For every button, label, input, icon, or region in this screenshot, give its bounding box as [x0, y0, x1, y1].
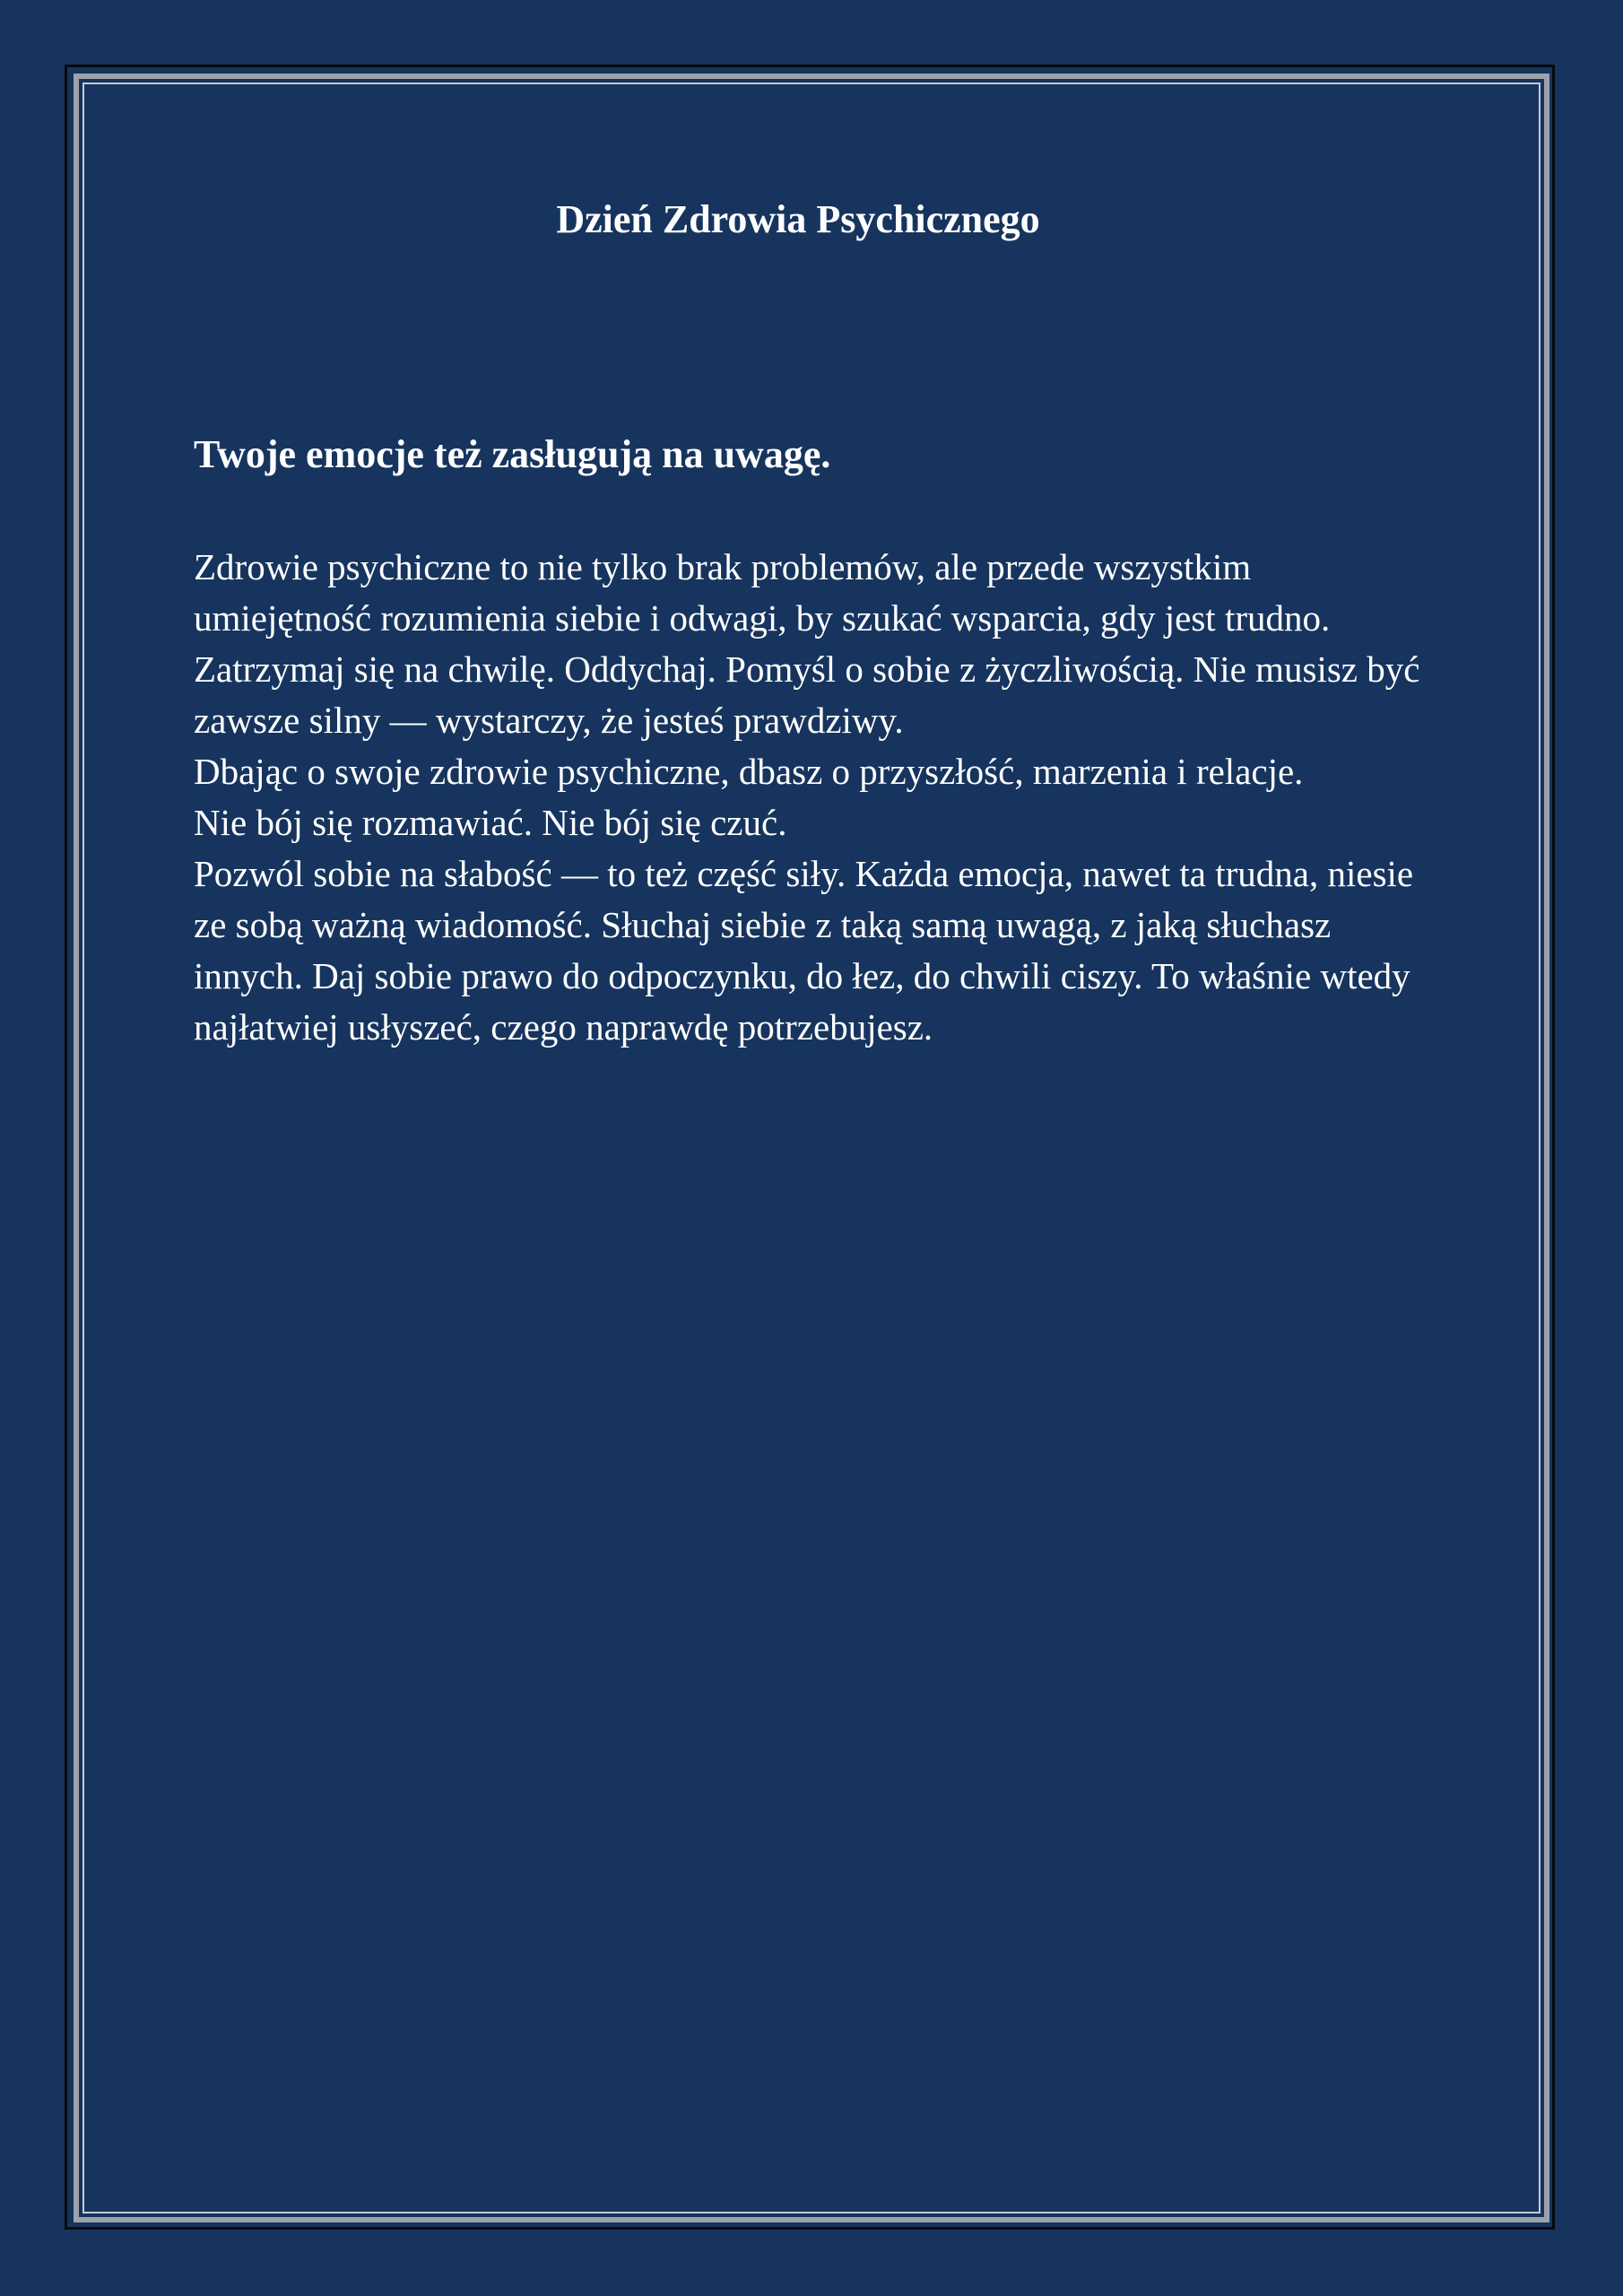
body-text — [194, 542, 1431, 1053]
paragraph-2: Dbając o swoje zdrowie psychiczne, dbasz o przyszłość, marzenia i relacje. — [194, 751, 1304, 792]
page-title: Dzień Zdrowia Psychicznego — [556, 197, 1040, 241]
document-body — [194, 188, 1431, 1053]
paragraph-1: Zdrowie psychiczne to nie tylko brak problemów, ale przede wszystkim umiejętność rozumienia siebie i odwagi, by szukać wsparcia, gdy jest trudno. Zatrzymaj się na chwilę. Oddychaj. Pomyśl o sobie z życzliwością. Nie musisz być zawsze silny — wystarczy, że jesteś prawdziwy. — [194, 546, 1420, 741]
subtitle: Twoje emocje też zasługują na uwagę. — [194, 432, 831, 476]
paragraph-3: Nie bój się rozmawiać. Nie bój się czuć. — [194, 802, 787, 843]
paragraph-4: Pozwól sobie na słabość — to też część siły. Każda emocja, nawet ta trudna, niesie ze sobą ważną wiadomość. Słuchaj siebie z taką samą uwagą, z jaką słuchasz innych. Daj sobie prawo do odpoczynku, do łez, do chwili ciszy. To właśnie wtedy najłatwiej usłyszeć, czego naprawdę potrzebujesz. — [194, 853, 1414, 1048]
